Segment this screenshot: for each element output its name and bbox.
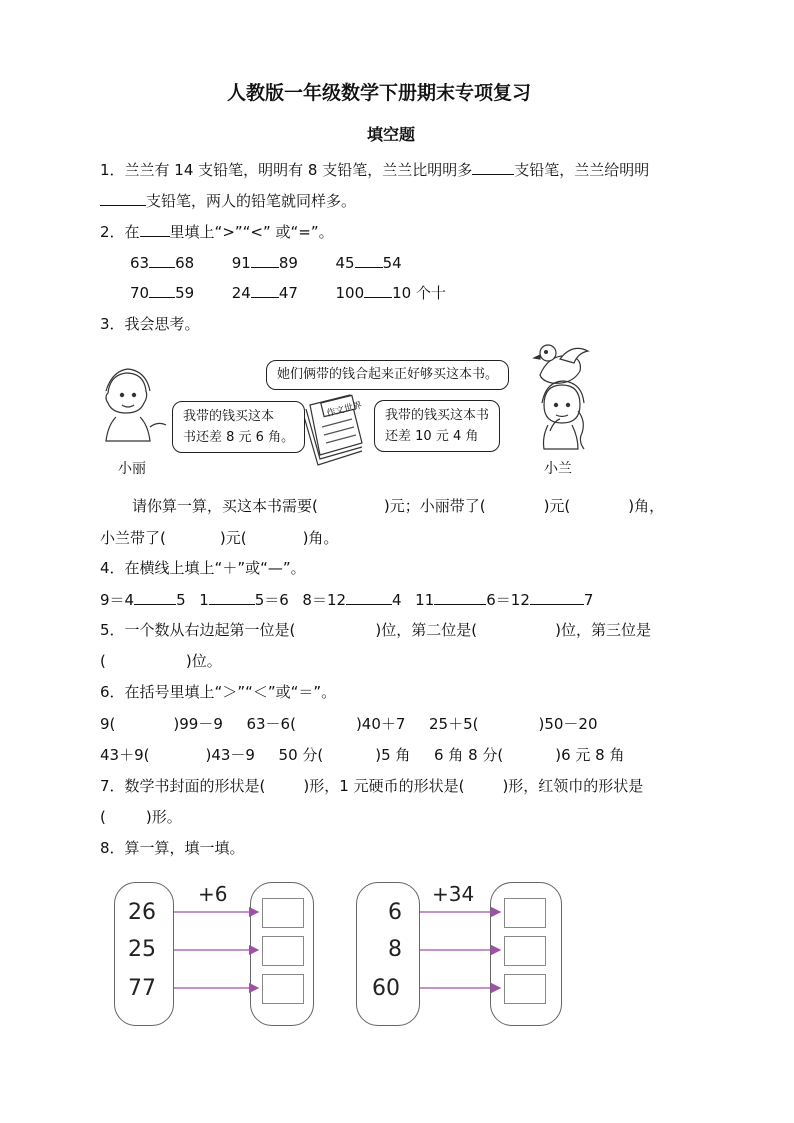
q2-blank[interactable] (251, 283, 279, 298)
q4-item: 5＝6 (254, 591, 289, 609)
q6-item: 25＋5( (428, 715, 479, 733)
q7-text: ( (100, 808, 106, 826)
q8-right-number: 8 (388, 937, 402, 962)
q2-item: 89 (278, 254, 298, 272)
q2-item: 70 (130, 284, 150, 302)
q6-item: )50－20 (538, 715, 598, 733)
q6-row-2 (100, 745, 624, 765)
q6-item: )43－9 (205, 746, 255, 764)
xiaolan-name: 小兰 (544, 461, 572, 477)
xiaoli-name: 小丽 (118, 461, 146, 477)
q2-item: 63 (130, 254, 150, 272)
xiaoli-speech-bubble (172, 401, 305, 453)
q8-left-arrows (174, 912, 258, 988)
q3-text: )元；小丽带了( (383, 497, 486, 515)
q6-item: 43＋9( (100, 746, 150, 764)
xiaoli-speech-line-2: 书还差 8 元 6 角。 (183, 430, 295, 445)
q1-blank-1[interactable] (472, 160, 514, 175)
question-5-line-1 (100, 620, 651, 640)
q5-text: 5．一个数从右边起第一位是( (100, 621, 296, 639)
q4-item: 11 (415, 591, 435, 609)
q2-item: 47 (278, 284, 298, 302)
q4-blank[interactable] (346, 590, 392, 605)
q2-blank[interactable] (355, 253, 383, 268)
q6-item: )40＋7 (355, 715, 406, 733)
q3-text: 小兰带了( (100, 529, 166, 547)
q3-text: )元( (219, 529, 247, 547)
bird-speech-text: 她们俩带的钱合起来正好够买这本书。 (277, 367, 499, 382)
q8-left-number: 25 (128, 937, 156, 962)
q3-text: )角， (628, 497, 665, 515)
question-1-line-1 (100, 160, 649, 180)
q1-text-b: 支铅笔，兰兰给明明 (514, 161, 650, 179)
q4-blank[interactable] (134, 590, 176, 605)
q8-arrows (0, 880, 794, 1040)
q2-row-1 (130, 253, 402, 273)
question-1-line-2 (100, 191, 356, 211)
q3-text: )角。 (302, 529, 339, 547)
q8-left-number: 77 (128, 976, 156, 1001)
book-title-label: 作文世界 (325, 400, 364, 420)
question-5-line-2 (100, 651, 222, 671)
q7-text: )形，红领巾的形状是 (502, 777, 644, 795)
q5-text: )位，第二位是( (375, 621, 478, 639)
xiaolan-speech-line-1: 我带的钱买这本书 (385, 408, 490, 423)
xiaolan-speech-line-2: 还差 10 元 4 角 (385, 429, 479, 444)
question-7-line-1 (100, 776, 643, 796)
q4-blank[interactable] (209, 590, 255, 605)
question-2-label (100, 222, 334, 242)
q2-text-b: 里填上“>”“<” 或“=”。 (169, 223, 334, 241)
q3-text: 请你算一算，买这本书需要( (132, 497, 318, 515)
xiaolan-speech-bubble (374, 400, 500, 452)
xiaolan-figure (542, 381, 584, 449)
q4-item: 5 (176, 591, 186, 609)
q2-blank[interactable] (149, 283, 175, 298)
q3-question-line-2 (100, 528, 338, 548)
q2-item: 59 (175, 284, 195, 302)
xiaoli-speech-line-1: 我带的钱买这本 (183, 409, 275, 424)
q3-text: )元( (543, 497, 571, 515)
q2-item: 10 个十 (392, 284, 446, 302)
q1-text-a: 1．兰兰有 14 支铅笔，明明有 8 支铅笔，兰兰比明明多 (100, 161, 473, 179)
question-4-label: 4．在横线上填上“＋”或“—”。 (100, 559, 306, 577)
q4-item: 4 (392, 591, 402, 609)
q3-question-line-1 (132, 496, 664, 516)
q4-item: 8＝12 (302, 591, 347, 609)
q2-blank[interactable] (149, 253, 175, 268)
q6-item: )5 角 (375, 746, 411, 764)
q4-item: 6＝12 (486, 591, 530, 609)
question-8-label: 8．算一算，填一填。 (100, 839, 245, 857)
q6-row-1 (100, 714, 598, 734)
q4-blank[interactable] (530, 590, 584, 605)
q6-item: 6 角 8 分( (433, 746, 504, 764)
q6-item: 50 分( (278, 746, 324, 764)
q8-left-number: 26 (128, 900, 156, 925)
q1-blank-2[interactable] (100, 191, 146, 206)
question-7-line-2 (100, 807, 182, 827)
q4-item: 1 (199, 591, 209, 609)
q7-text: 7．数学书封面的形状是( (100, 777, 266, 795)
q2-example-blank (140, 222, 170, 237)
bird-figure (534, 345, 588, 383)
q2-item: 91 (231, 254, 251, 272)
q7-text: )形，1 元硬币的形状是( (303, 777, 465, 795)
q8-left-operation: +6 (198, 882, 228, 906)
q6-item: )99－9 (173, 715, 223, 733)
q2-item: 100 (335, 284, 365, 302)
page-subtitle: 填空题 (367, 125, 416, 144)
q4-item: 9＝4 (100, 591, 135, 609)
q6-item: 63－6( (246, 715, 296, 733)
q6-item: )6 元 8 角 (555, 746, 625, 764)
q8-right-operation: +34 (432, 882, 475, 906)
q2-text-a: 2．在 (100, 223, 140, 241)
q4-item: 7 (583, 591, 594, 609)
q5-text: )位。 (185, 652, 222, 670)
page-title: 人教版一年级数学下册期末专项复习 (227, 82, 532, 104)
q5-text: ( (100, 652, 106, 670)
question-6-label: 6．在括号里填上“＞”“＜”或“＝”。 (100, 683, 337, 701)
q6-item: 9( (100, 715, 116, 733)
bird-speech-bubble (266, 360, 509, 390)
q8-right-arrows (420, 912, 500, 988)
q8-right-number: 60 (372, 976, 400, 1001)
q2-item: 45 (335, 254, 355, 272)
q8-right-number: 6 (388, 900, 402, 925)
q2-blank[interactable] (364, 283, 392, 298)
question-3-label: 3．我会思考。 (100, 315, 200, 333)
q5-text: )位，第三位是 (555, 621, 651, 639)
q2-item: 68 (175, 254, 195, 272)
q2-item: 54 (382, 254, 402, 272)
q1-text-c: 支铅笔，两人的铅笔就同样多。 (146, 192, 357, 210)
q7-text: )形。 (145, 808, 182, 826)
q2-blank[interactable] (251, 253, 279, 268)
q2-row-2 (130, 283, 446, 303)
q4-blank[interactable] (434, 590, 486, 605)
q4-items-row (100, 590, 593, 610)
xiaoli-figure (106, 369, 166, 441)
q2-item: 24 (231, 284, 251, 302)
